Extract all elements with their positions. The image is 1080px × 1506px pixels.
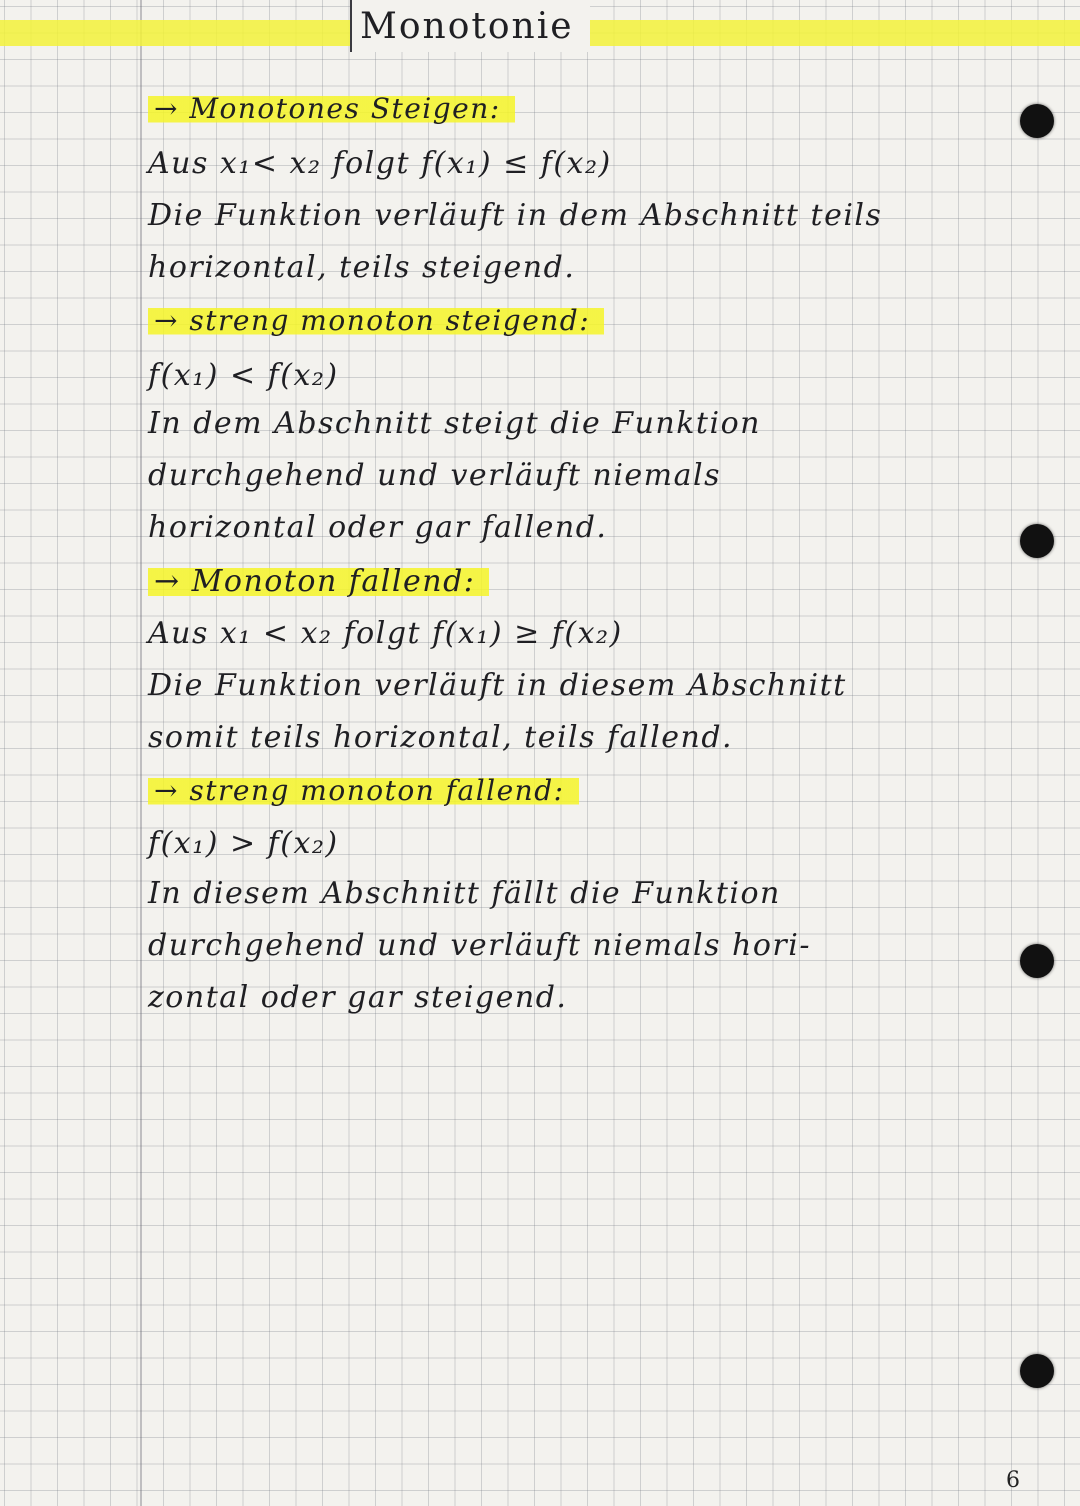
punch-hole <box>1020 944 1054 978</box>
punch-hole <box>1020 1354 1054 1388</box>
heading-streng-monoton-steigend <box>148 304 604 337</box>
heading-text: → streng monoton steigend: <box>148 304 604 337</box>
text-line: f(x₁) < f(x₂) <box>148 358 339 393</box>
heading-monoton-fallend <box>148 564 489 599</box>
text-line: somit teils horizontal, teils fallend. <box>148 720 734 755</box>
text-line: In diesem Abschnitt fällt die Funktion <box>148 876 781 911</box>
text-line: Aus x₁< x₂ folgt f(x₁) ≤ f(x₂) <box>148 146 612 181</box>
page-title: Monotonie <box>360 6 574 47</box>
text-line: Aus x₁ < x₂ folgt f(x₁) ≥ f(x₂) <box>148 616 623 651</box>
heading-streng-monoton-fallend <box>148 774 579 807</box>
heading-text: → Monoton fallend: <box>148 564 489 599</box>
heading-monotones-steigen <box>148 92 515 125</box>
punch-hole <box>1020 104 1054 138</box>
heading-text: → Monotones Steigen: <box>148 92 515 125</box>
text-line: horizontal oder gar fallend. <box>148 510 608 545</box>
text-line: durchgehend und verläuft niemals hori- <box>148 928 811 963</box>
text-line: In dem Abschnitt steigt die Funktion <box>148 406 761 441</box>
page-number: 6 <box>1006 1468 1020 1493</box>
text-line: durchgehend und verläuft niemals <box>148 458 721 493</box>
text-line: Die Funktion verläuft in dem Abschnitt teils <box>148 198 883 233</box>
punch-hole <box>1020 524 1054 558</box>
heading-text: → streng monoton fallend: <box>148 774 579 807</box>
text-line: zontal oder gar steigend. <box>148 980 568 1015</box>
text-line: horizontal, teils steigend. <box>148 250 576 285</box>
text-line: f(x₁) > f(x₂) <box>148 826 339 861</box>
text-line: Die Funktion verläuft in diesem Abschnitt <box>148 668 847 703</box>
margin-line <box>140 0 142 1506</box>
